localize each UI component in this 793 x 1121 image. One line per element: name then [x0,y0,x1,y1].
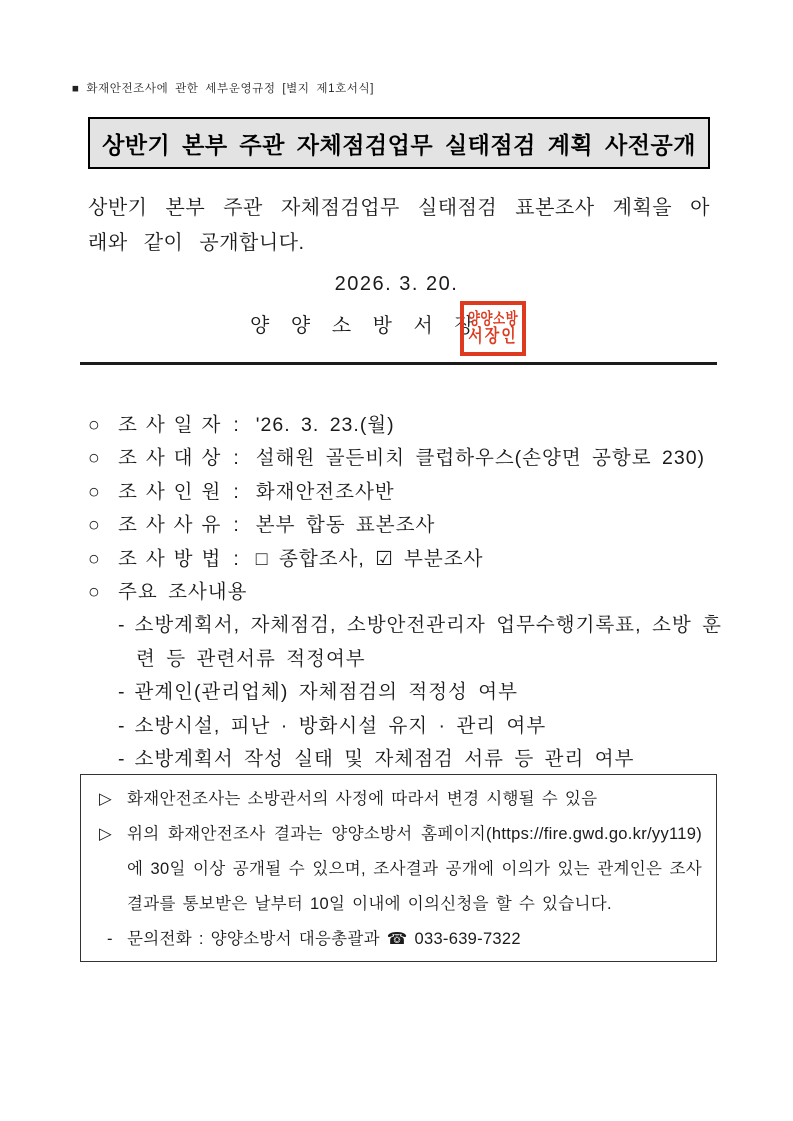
notice-text: 화재안전조사는 소방관서의 사정에 따라서 변경 시행될 수 있음 [127,790,598,808]
item-survey-personnel [88,476,722,509]
item-value: 본부 합동 표본조사 [255,514,436,537]
item-value: '26. 3. 23.(월) [255,414,395,436]
survey-content-detail-1 [88,609,722,676]
issuer-name: 양 양 소 방 서 장 [250,315,482,337]
item-value: 화재안전조사반 [255,480,395,503]
item-value: 설해원 골든비치 클럽하우스(손양면 공항로 230) [255,447,706,470]
contact-phone-row [99,922,702,957]
item-label: 조사방법 [118,547,230,570]
circle-bullet-icon: ○ [88,581,100,604]
item-label: 조사인원 [118,480,230,503]
dash-bullet-icon: - [118,614,126,637]
contact-phone-text: 문의전화 : 양양소방서 대응총괄과 ☎ 033-639-7322 [127,930,521,948]
circle-bullet-icon: ○ [88,447,100,470]
dash-bullet-icon: - [118,748,126,771]
notice-text: 위의 화재안전조사 결과는 양양소방서 홈페이지(https://fire.gwd.go.kr/yy119)에 30일 이상 공개될 수 있으며, 조사결과 공개에 이의가 있는 관계인은 조사결과를 통보받은 날부터 10일 이내에 이의신청을 할 수 있습니다. [127,825,702,913]
survey-content-detail-3 [88,710,722,743]
item-separator: : [233,414,240,436]
survey-detail-list [88,409,722,776]
dash-bullet-icon: - [107,930,113,948]
survey-content-detail-2 [88,676,722,709]
official-seal-stamp [460,301,526,356]
issue-date: 2026. 3. 20. [334,273,459,295]
item-separator: : [233,480,240,503]
seal-text-line2: 서장인 [468,326,518,347]
dash-bullet-icon: - [118,714,126,737]
circle-bullet-icon: ○ [88,514,100,537]
divider-rule [80,362,717,365]
triangle-bullet-icon: ▷ [99,825,112,843]
item-label: 조사대상 [118,447,230,470]
notice-box [80,774,717,962]
sub-item-text: 소방계획서, 자체점검, 소방안전관리자 업무수행기록표, 소방 훈련 등 관련서류 적정여부 [134,614,722,670]
item-value-checkboxes: □ 종합조사, ☑ 부분조사 [255,547,484,570]
item-separator: : [233,447,240,470]
item-label: 조사일자 [118,414,230,436]
circle-bullet-icon: ○ [88,414,100,436]
circle-bullet-icon: ○ [88,547,100,570]
sub-item-text: 소방시설, 피난 · 방화시설 유지 · 관리 여부 [134,714,547,737]
circle-bullet-icon: ○ [88,480,100,503]
dash-bullet-icon: - [118,681,126,704]
item-separator: : [233,514,240,537]
item-survey-contents [88,576,722,609]
survey-content-detail-4 [88,743,722,776]
form-reference-note: ■ 화재안전조사에 관한 세부운영규정 [별지 제1호서식] [72,83,374,95]
notice-item-1 [99,782,702,817]
document-title: 상반기 본부 주관 자체점검업무 실태점검 계획 사전공개 [102,131,696,158]
item-separator: : [233,547,240,570]
item-survey-reason [88,509,722,542]
item-survey-date [88,409,722,442]
notice-item-2 [99,817,702,922]
seal-text-line1: 양양소방 [467,310,519,328]
intro-paragraph: 상반기 본부 주관 자체점검업무 실태점검 표본조사 계획을 아래와 같이 공개합니다. [88,197,710,254]
item-survey-target [88,442,722,475]
sub-item-text: 관계인(관리업체) 자체점검의 적정성 여부 [134,681,518,704]
document-title-box [88,117,710,169]
triangle-bullet-icon: ▷ [99,790,112,808]
sub-item-text: 소방계획서 작성 실태 및 자체점검 서류 등 관리 여부 [134,748,635,771]
item-label: 주요 조사내용 [118,581,248,604]
item-survey-method [88,543,722,576]
item-label: 조사사유 [118,514,230,537]
